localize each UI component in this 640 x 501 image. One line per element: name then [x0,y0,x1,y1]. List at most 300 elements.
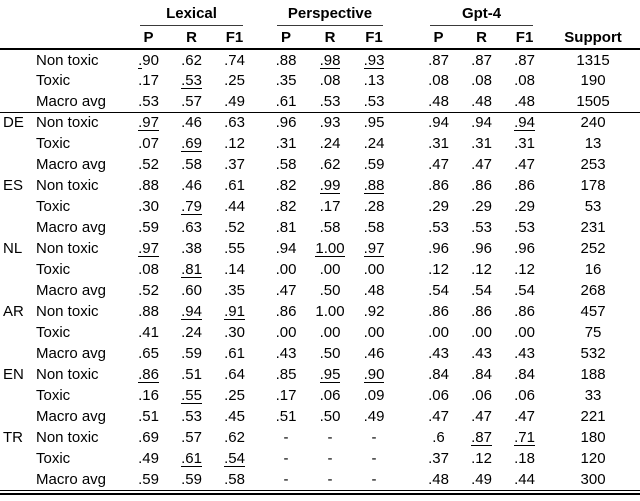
group-gap [396,364,417,385]
metric-value: .58 [319,219,341,236]
metric-value: .12 [514,261,535,278]
metric-value: .61 [264,91,308,112]
row-label: Toxic [36,198,71,215]
metric-value: .81 [275,219,297,236]
metric-value: .14 [224,261,245,278]
table-row [0,448,640,469]
support-header-spacer [546,2,640,26]
metric-value: .25 [224,72,245,89]
language-cell: TR [3,429,23,446]
language-cell [0,91,34,112]
underlined-best-value: .88 [363,177,385,194]
metric-value: .06 [514,387,535,404]
metric-value: .51 [275,408,297,425]
metric-value: .12 [224,135,245,152]
metric-value: .06 [471,387,492,404]
support-value: 75 [584,324,602,341]
metric-value: .00 [363,261,385,278]
metric-value: .29 [471,198,492,215]
metric-value: .00 [319,324,341,341]
underlined-best-value: .97 [138,240,159,257]
underlined-best-value: .93 [363,51,385,69]
metric-value: .00 [275,324,297,341]
metric-value: .52 [138,282,159,299]
metric-value: .43 [471,345,492,362]
table-row [0,91,640,112]
metric-value: .45 [224,408,245,425]
metric-value: .46 [181,114,202,132]
metric-value [503,427,546,448]
metric-header-f1: F1 [352,26,396,49]
metric-value: .50 [319,408,341,425]
metric-value: .25 [224,387,245,404]
group-gap [256,469,264,490]
metric-value: .37 [224,156,245,173]
metric-value: .88 [138,177,159,194]
metric-value: .31 [514,135,535,152]
metric-value: .47 [428,156,449,173]
group-gap [256,26,264,49]
metric-value [170,385,213,406]
metric-value: .49 [363,408,385,425]
metric-value: .55 [224,240,245,257]
metric-value: .50 [319,345,341,362]
metric-value: .86 [275,303,297,320]
group-gap [396,133,417,154]
support-value: 1315 [576,51,610,69]
language-cell [0,259,34,280]
row-label: Macro avg [36,345,107,362]
metric-value: .82 [275,177,297,194]
row-label: Non toxic [36,366,99,383]
metric-value: .62 [224,429,245,446]
metric-value: .53 [308,91,352,112]
group-header-label: Gpt-4 [430,5,533,26]
group-gap [256,217,264,238]
row-label: Toxic [36,72,71,89]
metric-value: .64 [224,366,245,383]
metric-value: .96 [275,114,297,132]
metric-value: .18 [514,450,535,467]
metric-value: .84 [428,366,449,383]
metric-value: .84 [471,366,492,383]
table-row [0,175,640,196]
metric-value: .00 [319,261,341,278]
underlined-best-value: .79 [181,198,202,215]
metric-value: .49 [138,450,159,467]
support-value: 180 [580,429,606,446]
metric-value: .48 [460,91,503,112]
metric-value [170,133,213,154]
metric-header-f1: F1 [213,26,256,49]
metric-value: .74 [224,51,245,69]
metric-value: .30 [138,198,159,215]
language-cell: DE [3,114,24,132]
metric-value: .30 [224,324,245,341]
metric-value: .00 [275,261,297,278]
group-gap [396,385,417,406]
metric-value: .90 [138,51,159,69]
group-gap [256,322,264,343]
underlined-best-value: .69 [181,135,202,152]
metric-value: .51 [181,366,202,383]
metric-value [503,112,546,133]
table-row [0,364,640,385]
metric-value: .31 [428,135,449,152]
metric-value: .49 [460,469,503,490]
metric-value: .53 [127,91,170,112]
metric-value: .53 [514,219,535,236]
group-gap [396,26,417,49]
metric-value [170,196,213,217]
metric-value: .48 [417,469,460,490]
row-label: Macro avg [36,282,107,299]
table-row [0,112,640,133]
group-gap [256,49,264,70]
group-header-perspective [264,2,396,26]
metric-value: .00 [363,324,385,341]
language-cell [0,196,34,217]
support-value: 33 [584,387,602,404]
metric-value: .31 [471,135,492,152]
metric-value: .29 [514,198,535,215]
metric-value: .94 [428,114,449,132]
language-cell [0,70,34,91]
metric-value [352,49,396,70]
metric-value: .08 [138,261,159,278]
metric-value: .82 [275,198,297,215]
metric-value: - [264,469,308,490]
metric-value: .86 [514,177,535,194]
underlined-best-value: .54 [224,450,245,467]
metric-value: .87 [428,51,449,69]
group-gap [396,238,417,259]
group-gap [396,322,417,343]
metric-value [352,175,396,196]
metric-value: .49 [213,91,256,112]
group-header-label: Lexical [140,5,243,26]
metric-value: .88 [275,51,297,69]
table-bottom-rule [0,493,640,496]
metric-value: .24 [363,135,385,152]
metric-value: .51 [138,408,159,425]
metric-value: .29 [428,198,449,215]
row-label: Macro avg [34,469,127,490]
metric-value: .54 [428,282,449,299]
support-value: 13 [584,135,602,152]
metric-value: .50 [319,282,341,299]
group-gap [396,154,417,175]
metric-value [213,448,256,469]
metric-value: .86 [428,177,449,194]
row-label: Toxic [36,135,71,152]
row-label: Toxic [36,450,71,467]
metric-value: .65 [138,345,159,362]
support-value: 457 [580,303,606,320]
table-row [0,343,640,364]
metric-value: .17 [275,387,297,404]
metric-value: .88 [138,303,159,320]
support-value: 188 [580,366,606,383]
row-label: Non toxic [36,51,99,69]
metric-header-p: P [127,26,170,49]
metric-value: .17 [138,72,159,89]
language-cell: ES [3,177,24,194]
metric-value: .85 [275,366,297,383]
support-header: Support [546,26,640,49]
metric-value: - [327,429,333,446]
support-value: 221 [580,408,606,425]
group-gap [256,175,264,196]
underlined-best-value: .90 [363,366,385,383]
metric-header-f1: F1 [503,26,546,49]
metric-value: - [308,469,352,490]
group-header-gpt-4 [417,2,546,26]
metric-header-r: R [460,26,503,49]
metric-value: .35 [275,72,297,89]
support-value: 252 [580,240,606,257]
group-gap [396,427,417,448]
underlined-best-value: .94 [181,303,202,320]
support-value: 53 [584,198,602,215]
metric-header-r: R [170,26,213,49]
metric-value: .47 [471,156,492,173]
metric-value: .06 [428,387,449,404]
table-subheader-row [0,26,640,49]
group-gap [256,2,264,26]
metric-value: .48 [417,91,460,112]
metric-value: .86 [471,177,492,194]
group-gap [256,91,264,112]
table-row [0,49,640,70]
group-gap [256,448,264,469]
table-header-groups-row [0,2,640,26]
metric-value: .94 [471,114,492,132]
group-gap [396,91,417,112]
support-value: 1505 [546,91,640,112]
metric-value: - [327,450,333,467]
underlined-best-value: .98 [319,51,341,69]
metric-value: - [371,429,377,446]
table-row [0,154,640,175]
metric-value: .00 [514,324,535,341]
metric-value: .24 [181,324,202,341]
metric-value: .54 [514,282,535,299]
group-gap [256,70,264,91]
metric-value [127,112,170,133]
table-row [0,70,640,91]
metric-value: .48 [363,282,385,299]
metric-value: .43 [275,345,297,362]
metric-value: .53 [428,219,449,236]
group-gap [396,343,417,364]
metric-value: .58 [213,469,256,490]
metric-value: .44 [503,469,546,490]
metric-value: - [283,429,289,446]
metric-value: .12 [471,261,492,278]
underlined-best-value: .87 [471,429,492,446]
metric-value: .09 [363,387,385,404]
group-gap [256,238,264,259]
metric-value: .12 [428,261,449,278]
group-gap [256,133,264,154]
metric-value [352,238,396,259]
language-cell [0,154,34,175]
support-value: 300 [546,469,640,490]
metric-header-p: P [417,26,460,49]
metric-value [352,364,396,385]
support-value: 231 [580,219,606,236]
metric-value: .59 [181,345,202,362]
support-value: 190 [580,72,606,89]
metric-value [170,448,213,469]
metric-value: .08 [514,72,535,89]
metric-value: .86 [514,303,535,320]
metric-value [170,259,213,280]
support-value: 178 [580,177,606,194]
underlined-best-value: .95 [319,366,341,383]
metric-value: .43 [428,345,449,362]
metric-value: .52 [138,156,159,173]
table-row [0,238,640,259]
metric-value: .86 [471,303,492,320]
support-value: 532 [580,345,606,362]
metric-value: .94 [275,240,297,257]
group-gap [396,112,417,133]
metric-value: .93 [319,114,341,132]
metric-value: .53 [181,408,202,425]
group-gap [396,175,417,196]
metric-value [170,301,213,322]
metric-value: .07 [138,135,159,152]
metric-value: .96 [428,240,449,257]
group-gap [396,259,417,280]
row-label: Toxic [36,261,71,278]
group-gap [256,301,264,322]
row-label: Non toxic [36,303,99,320]
support-value: 253 [580,156,606,173]
language-cell: EN [3,366,24,383]
metric-value: .44 [224,198,245,215]
metric-value [308,49,352,70]
metric-value: - [352,469,396,490]
language-cell [0,322,34,343]
language-cell [0,343,34,364]
underlined-best-value: 1.00 [315,240,345,257]
metric-value: .60 [181,282,202,299]
metric-value [308,238,352,259]
table-row [0,469,640,490]
row-label: Macro avg [34,91,127,112]
metric-value: .86 [428,303,449,320]
metric-value: .47 [471,408,492,425]
metric-value: .58 [363,219,385,236]
row-label: Non toxic [36,429,99,446]
underlined-best-value: .86 [138,366,159,383]
metric-value [213,301,256,322]
group-gap [396,406,417,427]
metric-value: .63 [181,219,202,236]
row-label: Non toxic [36,114,99,132]
underlined-best-value: .94 [514,114,535,132]
language-cell [0,406,34,427]
underlined-best-value: .97 [138,114,159,132]
group-gap [256,259,264,280]
table-row [0,427,640,448]
support-value: 268 [580,282,606,299]
support-value: 120 [580,450,606,467]
metric-value: - [283,450,289,467]
metric-value: .87 [471,51,492,69]
metric-value: .47 [514,408,535,425]
metric-value: .57 [181,429,202,446]
row-label: Non toxic [36,177,99,194]
row-label: Non toxic [36,240,99,257]
row-label: Macro avg [36,156,107,173]
metric-value: 1.00 [315,303,345,320]
group-gap [396,469,417,490]
metric-value: .61 [224,177,245,194]
group-gap [256,364,264,385]
metric-value: .31 [275,135,297,152]
metric-value: .96 [514,240,535,257]
underlined-best-value: .99 [319,177,341,194]
underlined-best-value: .55 [181,387,202,404]
metric-value: .00 [428,324,449,341]
metric-value: .41 [138,324,159,341]
group-gap [256,406,264,427]
metric-value [308,175,352,196]
language-cell: AR [3,303,24,320]
underlined-best-value: .53 [181,72,202,89]
language-cell [0,217,34,238]
language-cell: NL [3,240,23,257]
row-label: Toxic [36,387,71,404]
metric-header-p: P [264,26,308,49]
underline-mark: . [138,51,143,69]
metric-value: .63 [224,114,245,132]
language-cell [0,49,34,70]
metric-value: .58 [181,156,202,173]
group-gap [396,448,417,469]
metric-value: .35 [224,282,245,299]
metric-header-r: R [308,26,352,49]
group-gap [256,280,264,301]
metric-value: .59 [127,469,170,490]
metric-value: .16 [138,387,159,404]
metric-value: .59 [363,156,385,173]
metric-value: .53 [471,219,492,236]
metric-value: .38 [181,240,202,257]
group-header-label: Perspective [277,5,383,26]
group-gap [396,70,417,91]
metric-value: .61 [224,345,245,362]
metric-value: .06 [319,387,341,404]
support-value: 16 [584,261,602,278]
group-gap [256,343,264,364]
metric-value: .24 [319,135,341,152]
group-header-lexical [127,2,256,26]
group-gap [396,217,417,238]
metric-value: .47 [428,408,449,425]
metric-value: .28 [363,198,385,215]
table-row [0,133,640,154]
group-gap [256,385,264,406]
metric-value [460,427,503,448]
metric-value [127,238,170,259]
metric-value: - [371,450,377,467]
language-cell [0,133,34,154]
